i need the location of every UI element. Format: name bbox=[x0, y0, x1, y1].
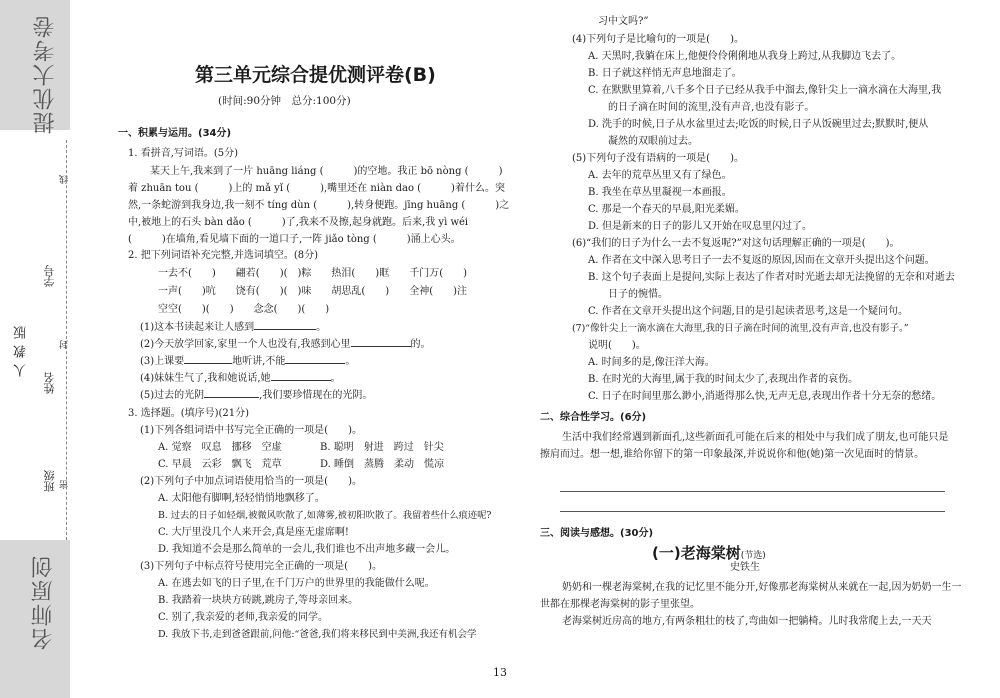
question-1: 1. 看拼音,写词语。(5分) bbox=[128, 148, 239, 159]
choice-1-option-c: C. 早晨 云彩 飘飞 荒草 bbox=[158, 459, 282, 470]
reading-note: (节选) bbox=[740, 551, 766, 561]
edition-label: 人教版 bbox=[14, 320, 29, 377]
seal-xian: 线 bbox=[60, 175, 70, 184]
pinyin-line-3: 然,一条蛇游到我身边,我一刻不 tíng dùn ( ),转身便跑。jīng huāng ( )之 bbox=[128, 200, 510, 211]
choice-7-option-c: C. 日子在时间里那么渺小,消逝得那么快,无声无息,表现出作者十分无奈的愁绪。 bbox=[588, 391, 942, 402]
name-field-label: 姓名 bbox=[43, 372, 56, 394]
answer-line-1[interactable] bbox=[560, 491, 945, 492]
brand-banner-bottom bbox=[0, 540, 70, 698]
choice-1-stem: (1)下列各组词语中书写完全正确的一项是( )。 bbox=[140, 425, 362, 436]
choice-3-option-c: C. 别了,我亲爱的老师,我亲爱的同学。 bbox=[158, 612, 329, 623]
choice-1-option-b: B. 聪明 射进 跨过 针尖 bbox=[320, 442, 444, 453]
choice-6-stem: (6)“我们的日子为什么一去不复返呢?”对这句话理解正确的一项是( )。 bbox=[572, 238, 900, 249]
choice-7-stem-cont: 说明( )。 bbox=[588, 340, 646, 351]
fill-4: (4)妹妹生气了,我和她说话,她 。 bbox=[140, 373, 341, 384]
pinyin-line-5: ( )在墙角,看见墙下面的一道口子,一阵 jiǎo tòng ( )涌上心头。 bbox=[128, 234, 461, 245]
choice-4-option-a: A. 天黑时,我躺在床上,他便伶伶俐俐地从我身上跨过,从我脚边飞去了。 bbox=[588, 51, 902, 62]
choice-5-option-d: D. 但是新来的日子的影儿又开始在叹息里闪过了。 bbox=[588, 221, 813, 232]
reading-para-1: 奶奶和一棵老海棠树,在我的记忆里不能分开,好像那老海棠树从来就在一起,因为奶奶一生一 bbox=[562, 582, 962, 593]
choice-2-option-b: B. 过去的日子如轻烟,被微风吹散了,如薄雾,被初阳吹散了。我留着些什么痕迹呢? bbox=[158, 510, 492, 521]
class-field-label: 班级 bbox=[43, 470, 56, 492]
words-row-1: 一去不( ) 翩若( )( )粽 热泪( )眶 千门万( ) bbox=[158, 268, 468, 279]
seal-mi: 密 bbox=[60, 480, 70, 489]
cut-line bbox=[66, 140, 67, 540]
pinyin-line-1: 某天上午,我来到了一片 huāng liáng ( )的空地。我正 bō nòng ( ) bbox=[150, 166, 503, 177]
choice-3-option-a: A. 在逃去如飞的日子里,在千门万户的世界里的我能做什么呢。 bbox=[158, 578, 435, 589]
section-1-heading: 一、积累与运用。(34分) bbox=[118, 128, 232, 139]
choice-4-option-c: C. 在默默里算着,八千多个日子已经从我手中溜去,像针尖上一滴水滴在大海里,我 bbox=[588, 85, 942, 96]
section-2-text-1: 生活中我们经常遇到新面孔,这些新面孔可能在后来的相处中与我们成了朋友,也可能只是 bbox=[562, 432, 949, 443]
choice-5-option-c: C. 那是一个春天的早晨,阳光柔媚。 bbox=[588, 204, 745, 215]
choice-2-option-d: D. 我知道不会是那么简单的一会儿,我们谁也不出声地多藏一会儿。 bbox=[158, 544, 456, 555]
choice-4-option-b: B. 日子就这样悄无声息地溜走了。 bbox=[588, 68, 742, 79]
choice-3-stem: (3)下列句子中标点符号使用完全正确的一项是( )。 bbox=[140, 561, 382, 572]
choice-5-option-b: B. 我坐在草丛里凝视一本画报。 bbox=[588, 187, 732, 198]
seal-feng: 封 bbox=[60, 340, 70, 349]
choice-7-option-a: A. 时间多的是,像汪洋大海。 bbox=[588, 357, 715, 368]
choice-4-option-d-cont: 凝然的双眼前过去。 bbox=[588, 136, 698, 147]
choice-4-stem: (4)下列句子是比喻句的一项是( )。 bbox=[572, 34, 744, 45]
choice-4-option-c-cont: 的日子滴在时间的流里,没有声音,也没有影子。 bbox=[588, 102, 815, 113]
section-3-heading: 三、阅读与感想。(30分) bbox=[540, 528, 654, 539]
choice-2-option-a: A. 太阳他有脚啊,轻轻悄悄地飘移了。 bbox=[158, 493, 325, 504]
page-title: 第三单元综合提优测评卷(B) bbox=[195, 64, 436, 86]
fill-3: (3)上课要 地听讲,不能 。 bbox=[140, 356, 356, 367]
fill-5: (5)过去的光阴 ,我们要珍惜现在的光阴。 bbox=[140, 390, 373, 401]
brand-banner-top bbox=[0, 0, 70, 134]
choice-2-option-c: C. 大厅里没几个人来开会,真是座无虚席啊! bbox=[158, 527, 349, 538]
choice-6-option-b: B. 这个句子表面上是提问,实际上表达了作者对时光逝去却无法挽留的无奈和对逝去 bbox=[588, 272, 955, 283]
brand-bottom-text: 名师原创 bbox=[31, 554, 56, 650]
exam-meta: (时间:90分钟 总分:100分) bbox=[218, 95, 351, 107]
choice-6-option-a: A. 作者在文中深入思考日子一去不复返的原因,因而在文章开头提出这个问题。 bbox=[588, 255, 935, 266]
reading-para-2: 老海棠树近房高的地方,有两条粗壮的枝了,弯曲如一把躺椅。儿时我常爬上去,一天天 bbox=[562, 616, 932, 627]
choice-3-option-b: B. 我踏着一块块方砖跳,跳房子,等母亲回来。 bbox=[158, 595, 359, 606]
brand-top-text: 提优大考卷 bbox=[33, 14, 58, 134]
id-field-label: 学号 bbox=[43, 265, 56, 287]
choice-6-option-b-cont: 日子的惋惜。 bbox=[588, 289, 668, 300]
pinyin-line-4: 中,被地上的石头 bàn dǎo ( )了,我来不及擦,起身就跑。后来,我 yì wéi bbox=[128, 217, 469, 228]
question-2: 2. 把下列词语补充完整,并选词填空。(8分) bbox=[128, 250, 319, 261]
choice-5-option-a: A. 去年的荒草丛里又有了绿色。 bbox=[588, 170, 732, 181]
choice-1-option-a: A. 觉察 叹息 挪移 空虚 bbox=[158, 442, 282, 453]
fill-1: (1)这本书读起来让人感到 。 bbox=[140, 322, 327, 333]
reading-author: 史铁生 bbox=[730, 562, 760, 573]
section-2-heading: 二、综合性学习。(6分) bbox=[540, 412, 647, 423]
binding-margin bbox=[0, 0, 70, 698]
words-row-3: 空空( )( ) 念念( )( ) bbox=[158, 304, 330, 315]
reading-para-1-cont: 世都在那棵老海棠树的影子里张望。 bbox=[540, 599, 700, 610]
continued-text: 习中文吗?” bbox=[598, 16, 649, 27]
pinyin-line-2: 着 zhuān tou ( )上的 mǎ yǐ ( ),嘴里还在 niàn dao ( )着什么。突 bbox=[128, 183, 505, 194]
choice-1-option-d: D. 睡倒 蒸腾 柔动 慌凉 bbox=[320, 459, 445, 470]
section-2-text-2: 擦肩而过。想一想,谁给你留下的第一印象最深,并说说你和他(她)第一次见面时的情景。 bbox=[540, 449, 925, 460]
question-3: 3. 选择题。(填序号)(21分) bbox=[128, 408, 250, 419]
choice-6-option-c: C. 作者在文章开头提出这个问题,目的是引起读者思考,这是一个疑问句。 bbox=[588, 306, 909, 317]
choice-4-option-d: D. 洗手的时候,日子从水盆里过去;吃饭的时候,日子从饭碗里过去;默默时,便从 bbox=[588, 119, 929, 130]
choice-2-stem: (2)下列句子中加点词语使用恰当的一项是( )。 bbox=[140, 476, 362, 487]
choice-5-stem: (5)下列句子没有语病的一项是( )。 bbox=[572, 153, 744, 164]
answer-line-2[interactable] bbox=[560, 511, 945, 512]
words-row-2: 一声( )吭 饶有( )( )味 胡思乱( ) 全神( )注 bbox=[158, 286, 468, 297]
choice-7-stem: (7)“像针尖上一滴水滴在大海里,我的日子滴在时间的流里,没有声音,也没有影子。” bbox=[572, 323, 909, 334]
choice-7-option-b: B. 在时光的大海里,属于我的时间太少了,表现出作者的哀伤。 bbox=[588, 374, 859, 385]
reading-title: (一)老海棠树(节选) bbox=[652, 544, 766, 562]
page-number: 13 bbox=[493, 666, 507, 679]
fill-2: (2)今天放学回家,家里一个人也没有,我感到心里 的。 bbox=[140, 339, 431, 350]
choice-3-option-d: D. 我放下书,走到爸爸跟前,问他:“爸爸,我们将来移民到中美洲,我还有机会学 bbox=[158, 629, 477, 640]
